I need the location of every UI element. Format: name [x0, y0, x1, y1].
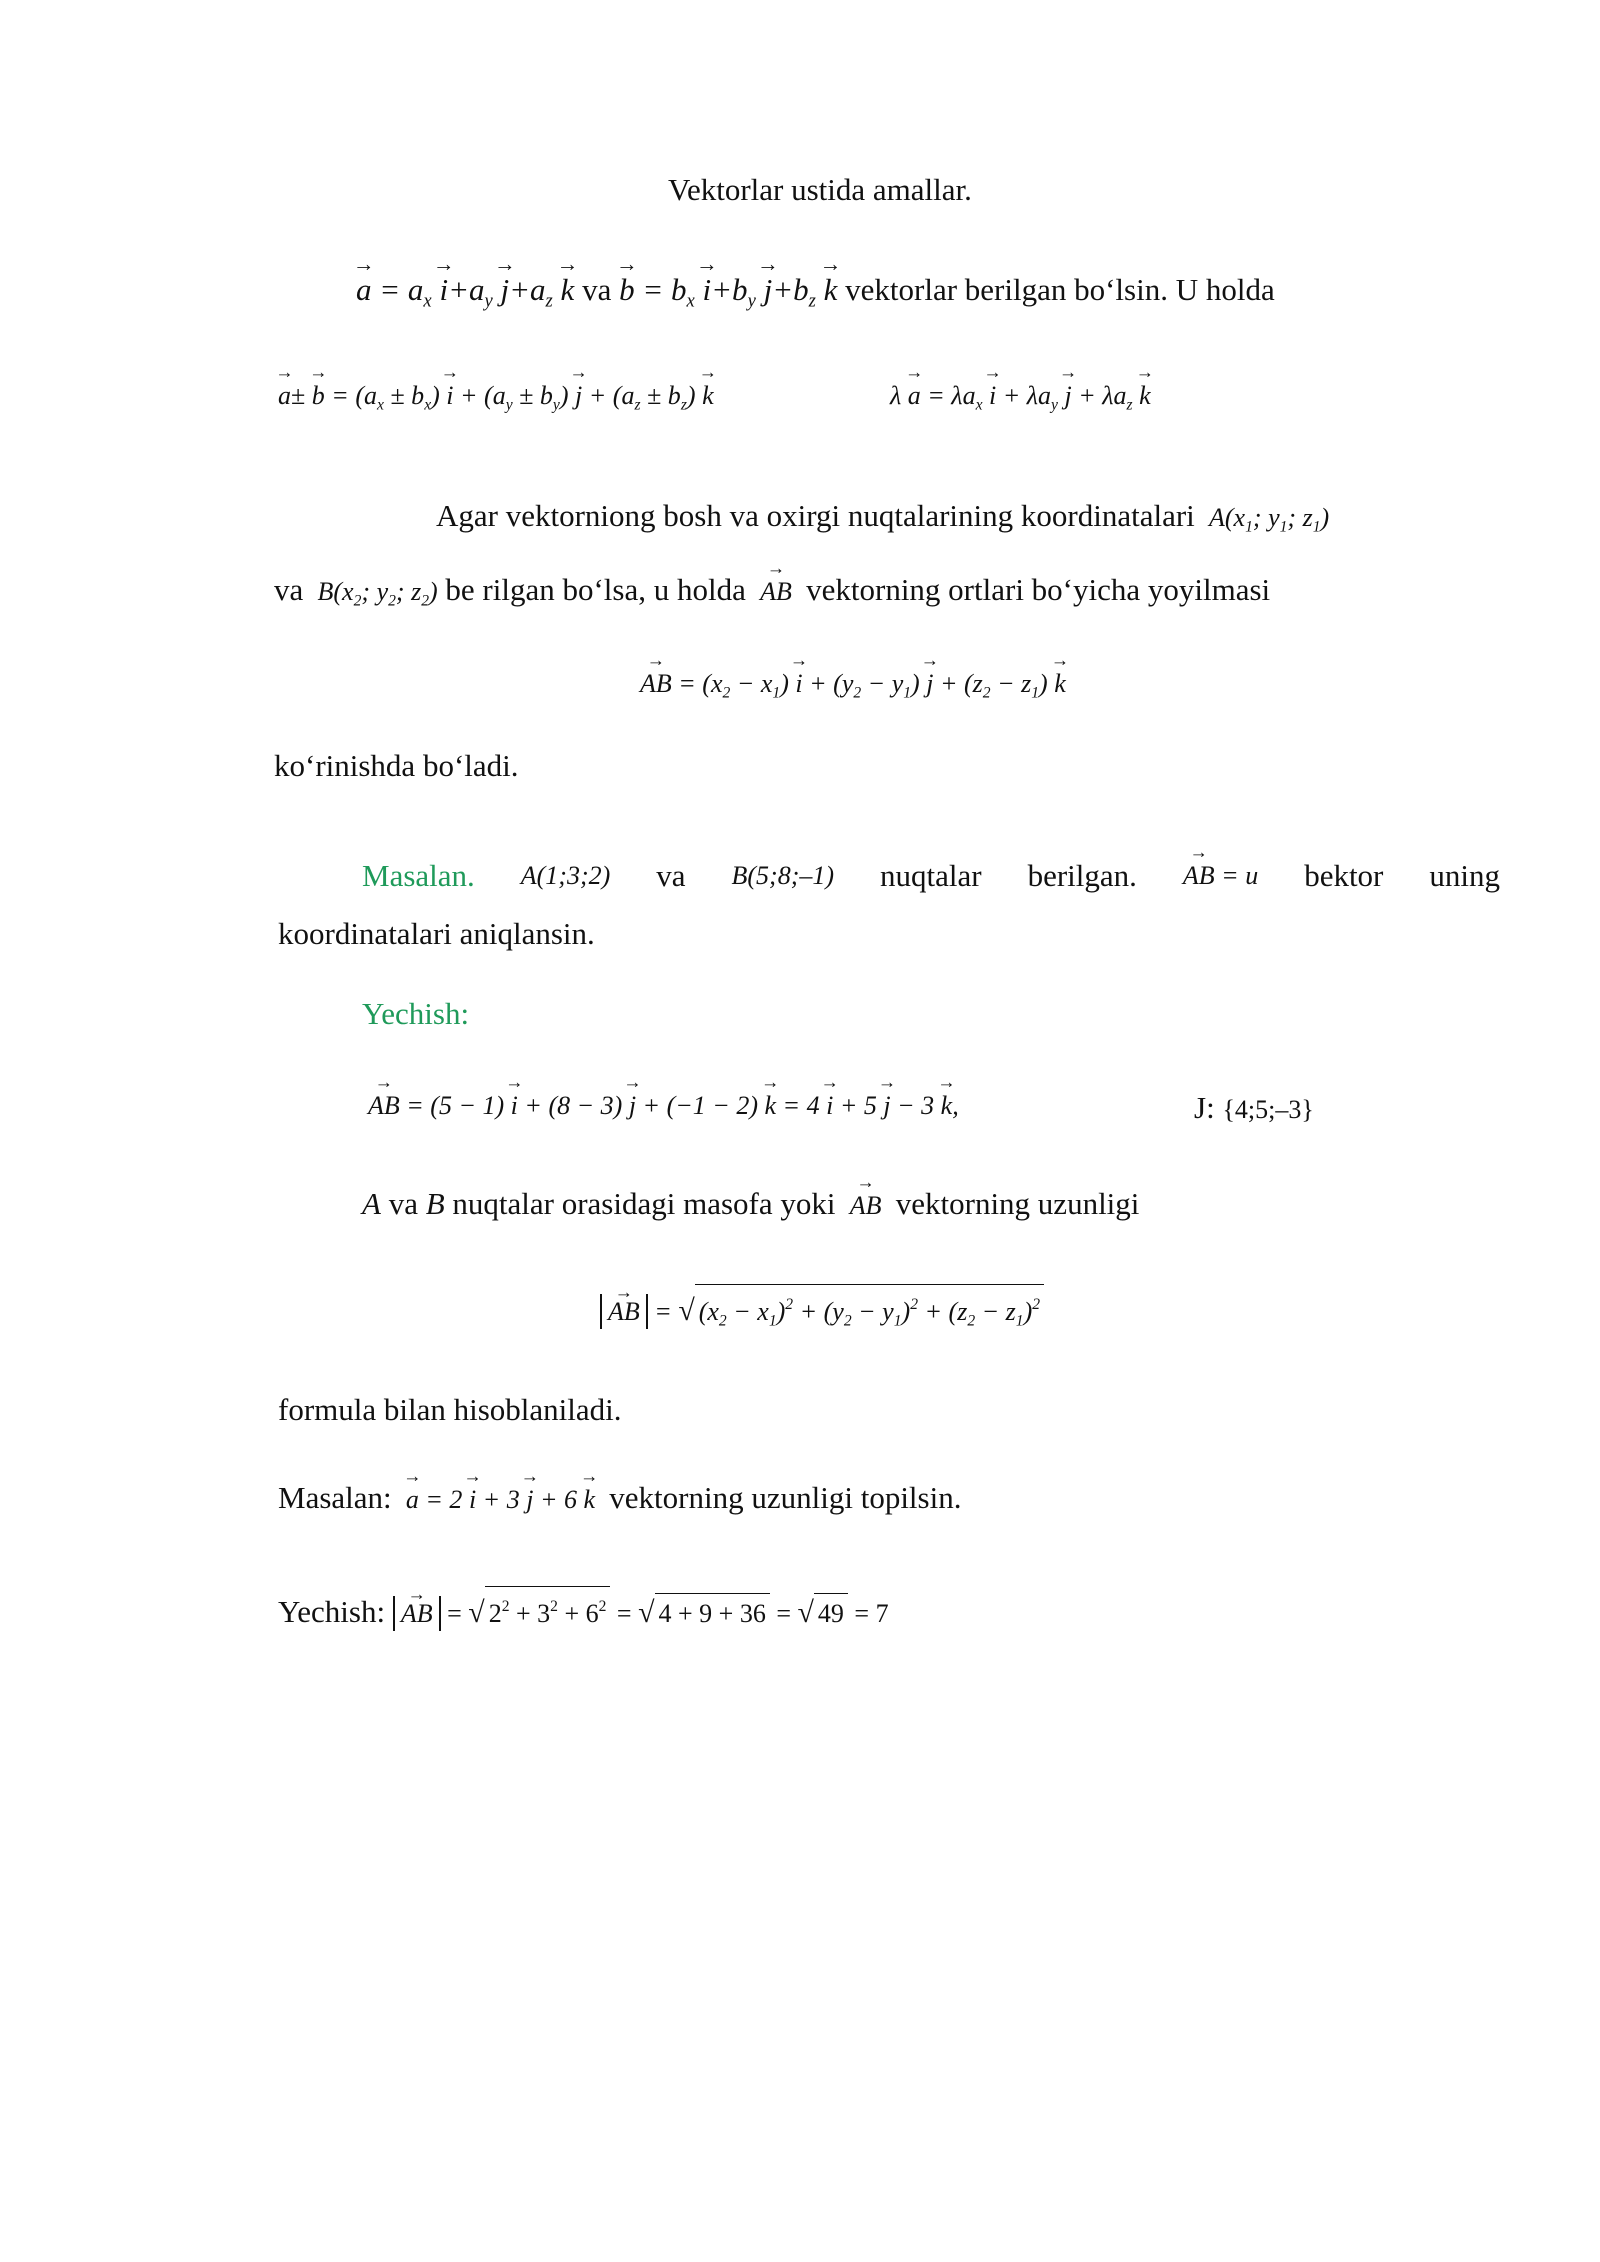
- coord-end-text: ko‘rinishda bo‘ladi.: [274, 748, 519, 783]
- example2-label: Masalan:: [278, 1480, 392, 1515]
- example1-point-b: B(5;8;–1): [731, 861, 835, 890]
- text-va: va: [582, 272, 612, 307]
- example2-solution-label: Yechish:: [278, 1593, 386, 1629]
- formula-point-a: $A(x_1$; $y_1$; $z_1$): [1202, 503, 1330, 536]
- coord-text: Agar vektorniong bosh va oxirgi nuqtalarining koordinatalari: [436, 498, 1195, 533]
- distance-mid: nuqtalar orasidagi masofa yoki: [452, 1186, 836, 1221]
- formula-vector-a: → $a = a_x \to i+a_y \to j+a_z \to k$: [356, 272, 574, 307]
- text-va: va: [274, 572, 304, 607]
- formula-sum-difference: → $a\pm \to b = (a_x \pm b_x) \to i + (a_y \pm b_y) \to j + (a_z \pm b_z) \to k$: [278, 376, 714, 425]
- example1-line2: koordinatalari aniqlansin.: [278, 916, 595, 951]
- answer-label: J:: [1194, 1090, 1215, 1125]
- example1-solution-formula: → AB = (5 − 1) → i + (8 − 3) → j + (−1 − 2) → k = 4 → i + 5 → j − 3 → k,: [368, 1086, 959, 1126]
- example2-result: = 7: [854, 1598, 889, 1628]
- distance-a: A: [362, 1186, 381, 1221]
- distance-text-line: [362, 1184, 1139, 1226]
- coord-text-3: vektorning ortlari bo‘yicha yoyilmasi: [806, 572, 1271, 607]
- formula-ab-equals-u: → AB = u: [1183, 856, 1258, 896]
- distance-end: vektorning uzunligi: [895, 1186, 1140, 1221]
- example1-line1: [362, 856, 1500, 896]
- formula-vector-ab: → AB: [843, 1191, 888, 1220]
- formula-ab-decomposition: → AB = $(x_2 - x_1) \to i + (y_2 - y_1) \to j + (z_2 - z_1) \to k$: [640, 664, 1066, 713]
- formula-point-b: $B(x_2$; $y_2$; $z_2$): [311, 577, 438, 610]
- page-title: Vektorlar ustida amallar.: [668, 172, 972, 207]
- example2-solution-line: [278, 1586, 889, 1634]
- formula-scalar-multiple: $\lambda \to a = \lambda a_x \to i + \lambda a_y \to j + \lambda a_z \to k$: [890, 376, 1151, 425]
- coord-paragraph-line2: [274, 570, 1270, 621]
- distance-b: B: [425, 1186, 445, 1221]
- distance-after-text: formula bilan hisoblaniladi.: [278, 1392, 622, 1427]
- intro-text: vektorlar berilgan bo‘lsin. U holda: [845, 272, 1275, 307]
- example1-va: va: [656, 858, 686, 893]
- vector-definition-line: [356, 270, 1275, 322]
- example1-word-2: berilgan.: [1027, 858, 1137, 893]
- example1-point-a: A(1;3;2): [520, 861, 611, 890]
- example2-solution-formula: → AB = √ $2^2 + 3^2 + 6^2$ = √ 4 + 9 + 36 = √ 49 = 7: [393, 1599, 889, 1628]
- example1-word-1: nuqtalar: [880, 858, 982, 893]
- distance-va: va: [388, 1186, 418, 1221]
- example1-solution-label: Yechish:: [362, 996, 470, 1031]
- coord-text-2: be rilgan bo‘lsa, u holda: [445, 572, 746, 607]
- example1-answer: [1194, 1088, 1314, 1130]
- formula-distance: → AB = √ $(x_2 - x_1)^2 + (y_2 - y_1)^2 + (z_2 - z_1)^2$: [600, 1284, 1044, 1341]
- example1-label: Masalan.: [362, 858, 475, 893]
- formula-vector-b: → $b = b_x \to i+b_y \to j+b_z \to k$: [619, 272, 837, 307]
- example2-text: vektorning uzunligi topilsin.: [609, 1480, 962, 1515]
- example2-line: [278, 1478, 961, 1520]
- example1-word-3: bektor: [1304, 858, 1384, 893]
- formula-vector-a-values: → a = 2 → i + 3 → j + 6 → k: [399, 1485, 601, 1514]
- answer-value: {4;5;–3}: [1222, 1095, 1314, 1124]
- formula-vector-ab: → AB: [754, 577, 799, 606]
- coord-paragraph-line1: [436, 496, 1329, 547]
- example1-word-4: uning: [1429, 858, 1500, 893]
